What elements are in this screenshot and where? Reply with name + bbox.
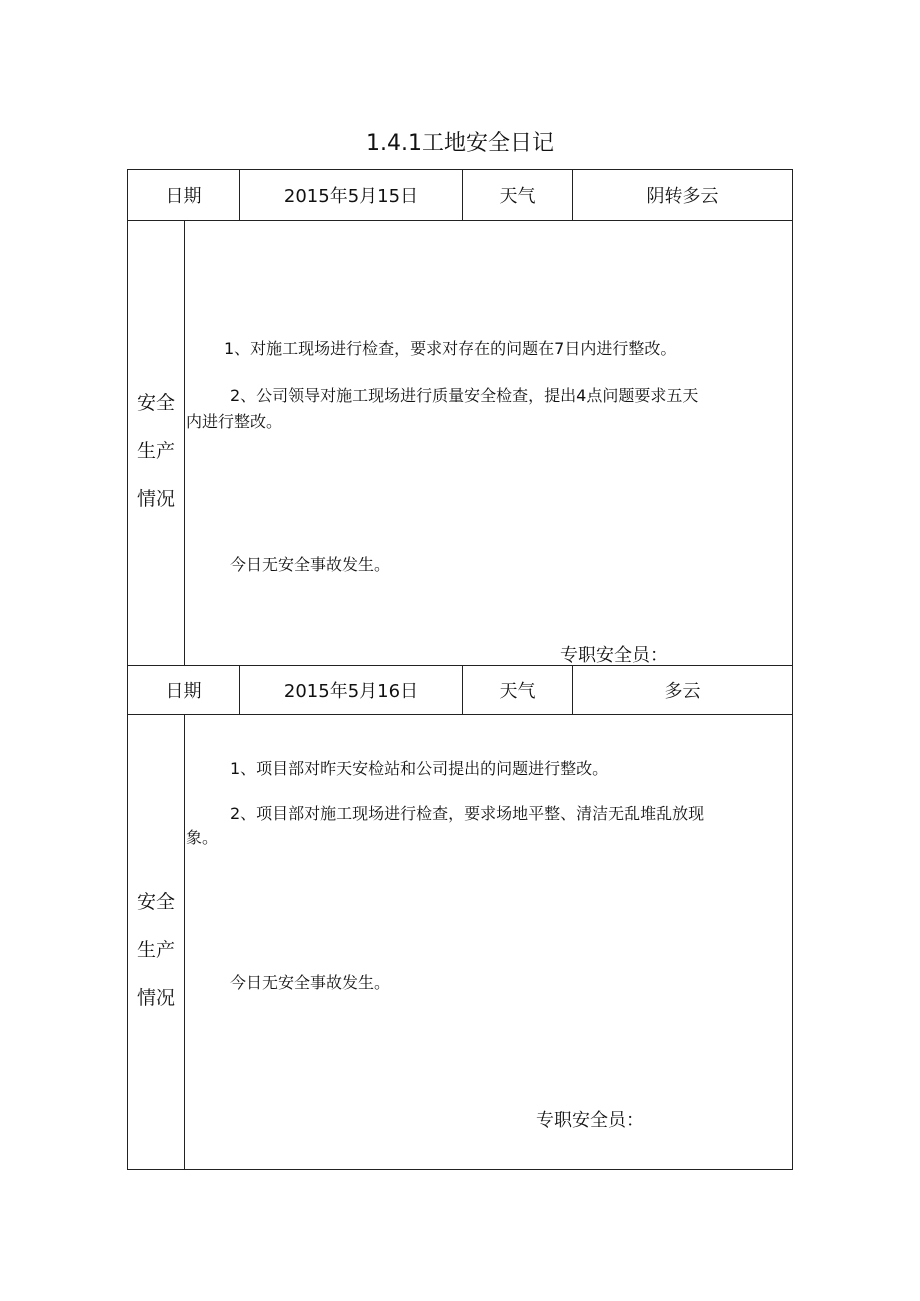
weather-label: 天气	[499, 681, 536, 702]
date-label: 日期	[165, 681, 202, 702]
date-value: 2015年5月16日	[283, 681, 419, 702]
item-2: 2、项目部对施工现场进行检查，要求场地平整、清洁无乱堆乱放现	[230, 804, 705, 823]
summary: 今日无安全事故发生。	[230, 555, 391, 574]
page-title: 1.4.1工地安全日记	[366, 131, 554, 156]
weather-value: 多云	[664, 681, 701, 702]
item-2-continued: 内进行整改。	[186, 412, 283, 431]
weather-value: 阴转多云	[646, 186, 719, 207]
safety-officer: 专职安全员：	[536, 1110, 644, 1131]
item-1: 1、项目部对昨天安检站和公司提出的问题进行整改。	[230, 759, 609, 778]
item-2: 2、公司领导对施工现场进行质量安全检查，提出4点问题要求五天	[230, 386, 699, 405]
item-2-continued: 象。	[186, 828, 219, 847]
date-value: 2015年5月15日	[283, 186, 419, 207]
date-label: 日期	[165, 186, 202, 207]
section-label: 安全 生产 情况	[136, 891, 175, 1009]
section-label: 安全 生产 情况	[136, 392, 175, 510]
weather-label: 天气	[499, 186, 536, 207]
summary: 今日无安全事故发生。	[230, 973, 391, 992]
item-1: 1、对施工现场进行检查，要求对存在的问题在7日内进行整改。	[224, 339, 677, 358]
safety-officer: 专职安全员：	[560, 645, 668, 666]
